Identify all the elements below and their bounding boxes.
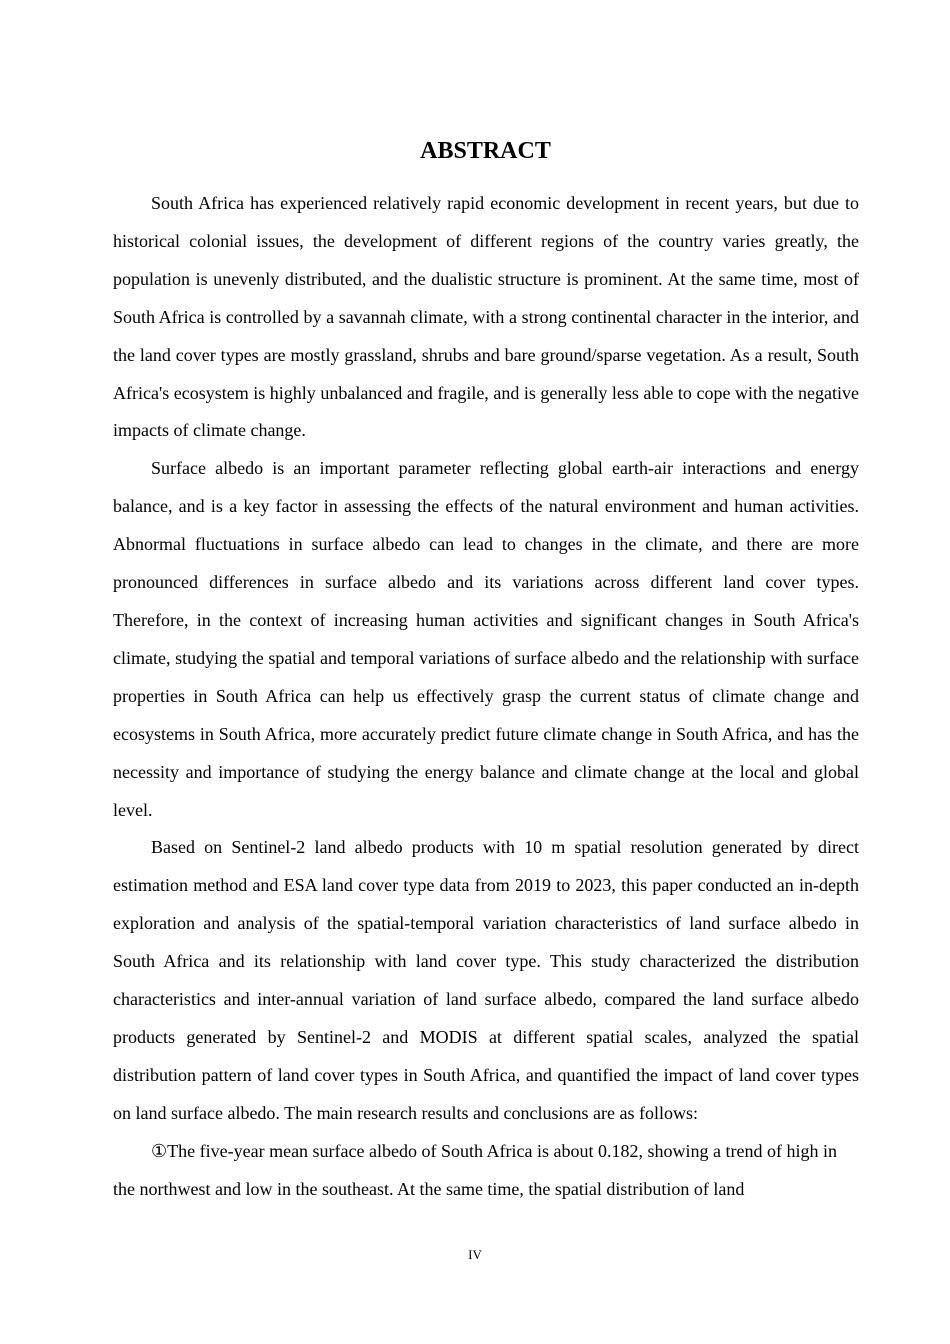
page-number: IV: [468, 1247, 482, 1262]
abstract-heading: ABSTRACT: [420, 138, 551, 164]
paragraph-1: South Africa has experienced relatively rapid economic development in recent years, but due to historical colonial issues, the development of different regions of the country varies greatly, the population is unevenly distributed, and the dualistic structure is prominent. At the same time, most of South Africa is controlled by a savannah climate, with a strong continental character in the interior, and the land cover types are mostly grassland, shrubs and bare ground/sparse vegetation. As a result, South Africa's ecosystem is highly unbalanced and fragile, and is generally less able to cope with the negative impacts of climate change.: [113, 193, 859, 441]
abstract-body: [113, 185, 859, 1208]
paragraph-3: Based on Sentinel-2 land albedo products with 10 m spatial resolution generated by direct estimation method and ESA land cover type data from 2019 to 2023, this paper conducted an in-depth exploration and analysis of the spatial-temporal variation characteristics of land surface albedo in South Africa and its relationship with land cover type. This study characterized the distribution characteristics and inter-annual variation of land surface albedo, compared the land surface albedo products generated by Sentinel-2 and MODIS at different spatial scales, analyzed the spatial distribution pattern of land cover types in South Africa, and quantified the impact of land cover types on land surface albedo. The main research results and conclusions are as follows:: [113, 837, 859, 1123]
paragraph-4: ①The five-year mean surface albedo of South Africa is about 0.182, showing a trend of high in the northwest and low in the southeast. At the same time, the spatial distribution of land: [113, 1140, 837, 1199]
paragraph-2: Surface albedo is an important parameter reflecting global earth-air interactions and energy balance, and is a key factor in assessing the effects of the natural environment and human activities. Abnormal fluctuations in surface albedo can lead to changes in the climate, and there are more pronounced differences in surface albedo and its variations across different land cover types. Therefore, in the context of increasing human activities and significant changes in South Africa's climate, studying the spatial and temporal variations of surface albedo and the relationship with surface properties in South Africa can help us effectively grasp the current status of climate change and ecosystems in South Africa, more accurately predict future climate change in South Africa, and has the necessity and importance of studying the energy balance and climate change at the local and global level.: [113, 458, 859, 820]
